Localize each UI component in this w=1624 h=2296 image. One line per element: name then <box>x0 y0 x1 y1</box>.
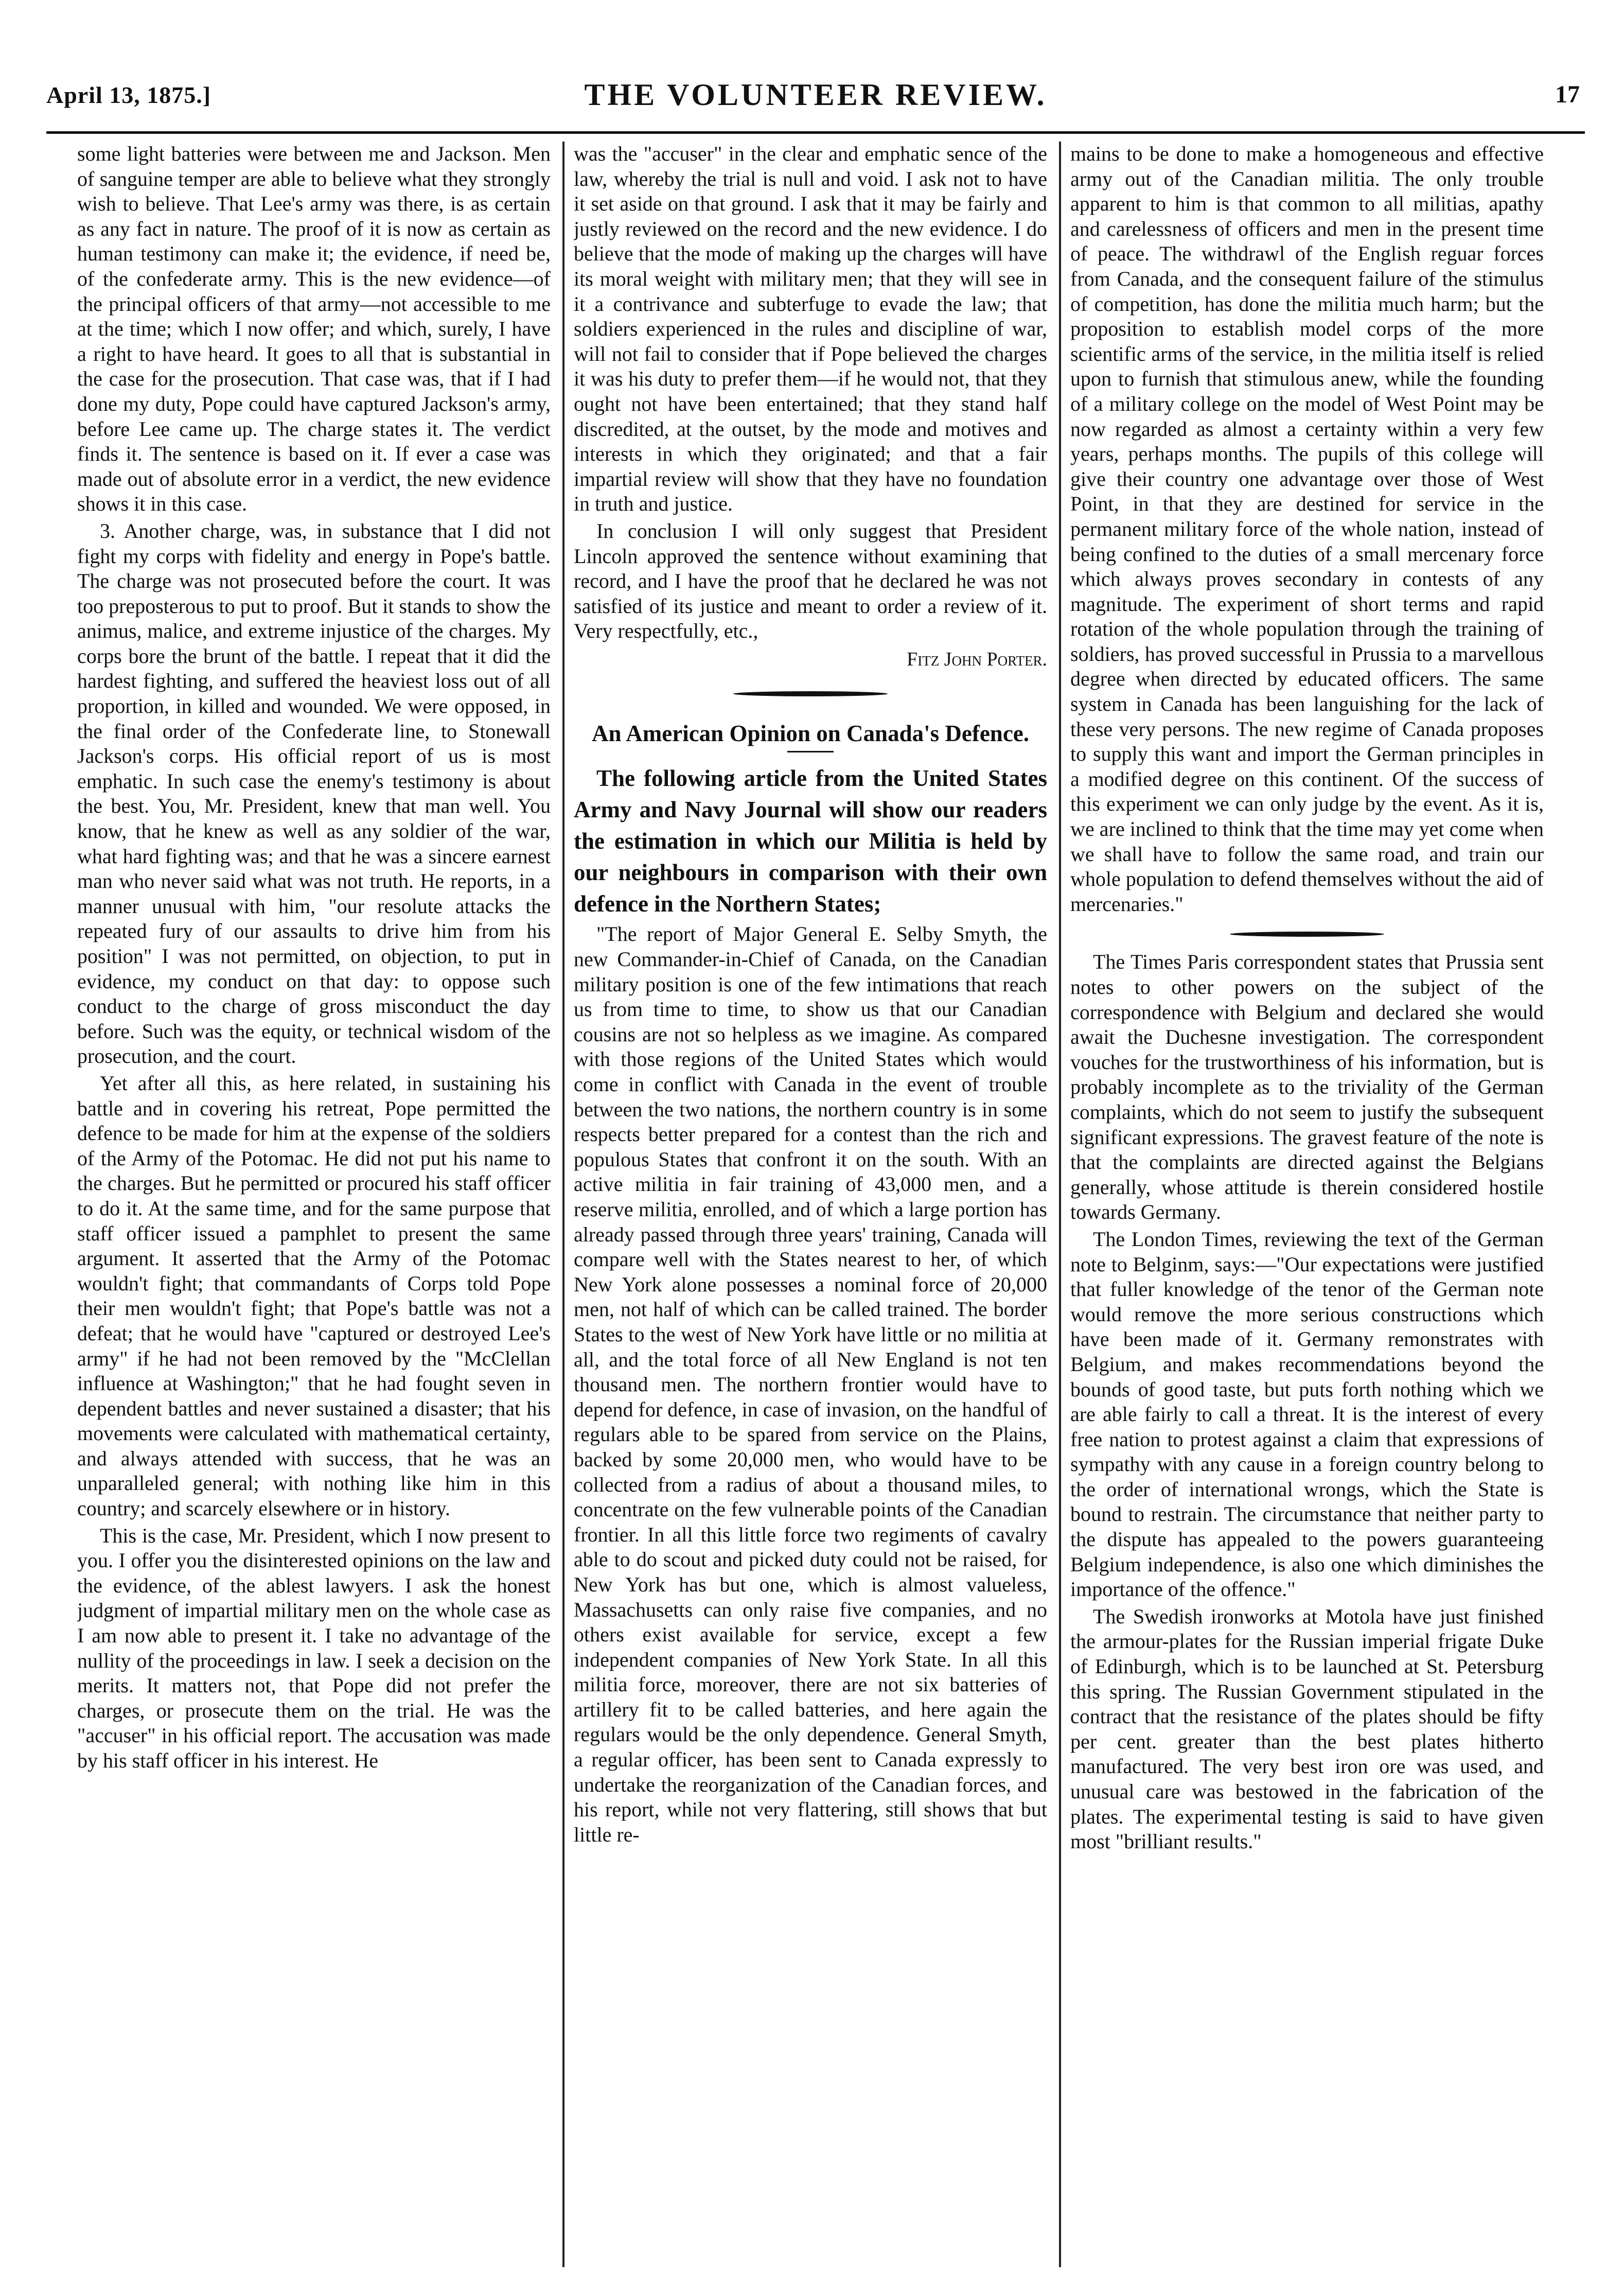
paragraph: This is the case, Mr. President, which I now present to you. I offer you the disinterested opinions on the law and the evidence, of the ablest lawyers. I ask the honest judgment of impartial military men on the whole case as I am now able to present it. I take no advantage of the nullity of the proceedings in law. I seek a decision on the merits. It matters not, that Pope did not prefer the charges, or prosecute them on the trial. He was the "accuser" in his official report. The accusation was made by his staff officer in his interest. He <box>77 1523 551 1772</box>
masthead <box>46 77 1585 124</box>
page-number: 17 <box>1555 81 1580 108</box>
column-3 <box>1070 142 1544 2267</box>
paragraph: The Times Paris correspondent states that Prussia sent notes to other powers on the subject of the correspondence with Belgium and declared she would await the Duchesne investigation. The correspondent vouches for the trustworthiness of his information, but is probably incomplete as to the triviality of the German complaints, which do not seem to justify the subsequent significant expressions. The gravest feature of the note is that the complaints are directed against the Belgians generally, whose attitude is therein considered hostile towards Germany. <box>1070 950 1544 1224</box>
headline-rule <box>787 751 834 752</box>
paragraph: some light batteries were between me and Jackson. Men of sanguine temper are able to believe what they strongly wish to believe. That Lee's army was there, is as certain as any fact in nature. The proof of it is now as certain as human testimony can make it; the evidence, if need be, of the confederate army. This is the new evidence—of the principal officers of that army—not accessible to me at the time; which I now offer; and which, surely, I have a right to have heard. It goes to all that is substantial in the case for the prosecution. That case was, that if I had done my duty, Pope could have captured Jackson's army, before Lee came up. The charge states it. The verdict finds it. The sentence is based on it. If ever a case was made out of absolute error in a verdict, the new evidence shows it in this case. <box>77 142 551 516</box>
signature: Fitz John Porter. <box>907 648 1047 670</box>
paragraph: Yet after all this, as here related, in sustaining his battle and in covering his retreat, Pope permitted the defence to be made for him at the expense of the soldiers of the Army of the Potomac. He did not put his name to the charges. But he permitted or procured his staff officer to do it. At the same time, and for the same purpose that staff officer issued a pamphlet to present the same argument. It asserted that the Army of the Potomac wouldn't fight; that commandants of Corps told Pope their men wouldn't fight; that Pope's battle was not a defeat; that he would have "captured or destroyed Lee's army" if he had not been removed by the "McClellan influence at Washington;" that he had fought seven in dependent battles and never sustained a disaster; that his movements were calculated with mathematical certainty, and always attended with success, that he was an unparalleled general; with nothing like him in this country; and scarcely elsewhere or in history. <box>77 1071 551 1520</box>
section-divider <box>574 674 1047 714</box>
masthead-rule <box>46 131 1585 134</box>
paragraph: The Swedish ironworks at Motola have just finished the armour-plates for the Russian imperial frigate Duke of Edinburgh, which is to be launched at St. Petersburg this spring. The Russian Government stipulated in the contract that the resistance of the plates should be fifty per cent. greater than the best plates hitherto manufactured. The very best iron ore was used, and unusual care was bestowed in the fabrication of the plates. The experimental testing is said to have given most "brilliant results." <box>1070 1604 1544 1853</box>
paragraph: The London Times, reviewing the text of the German note to Belginm, says:—"Our expectations were justified that fuller knowledge of the tenor of the German note would remove the more serious constructions which have been made of it. Germany remonstrates with Belgium, and makes recommendations beyond the bounds of good taste, but puts forth nothing which we are able fairly to call a threat. It is the interest of every free nation to protest against a claim that expressions of sympathy with any cause in a foreign country belong to the order of international wrongs, which the State is bound to restrain. The circumstance that neither party to the dispute has appealed to the powers guaranteeing Belgium independence, is also one which diminishes the importance of the offence." <box>1070 1227 1544 1601</box>
paragraph: was the "accuser" in the clear and emphatic sence of the law, whereby the trial is null and void. I ask not to have it set aside on that ground. I ask that it may be fairly and justly reviewed on the record and the new evidence. I do believe that the mode of making up the charges will have its moral weight with military men; that they will see in it a contrivance and subterfuge to evade the law; that soldiers experienced in the rules and discipline of war, will not fail to consider that if Pope believed the charges it was his duty to prefer them—if he would not, that they ought not have been entertained; that they stand half discredited, at the outset, by the mode and motives and interests in which they originated; and that a fair impartial review will show that they have no foundation in truth and justice. <box>574 142 1047 516</box>
paragraph: "The report of Major General E. Selby Smyth, the new Commander-in-Chief of Canada, on the Canadian military position is one of the few intimations that reach us from time to time, to show us that our Canadian cousins are not so helpless as we imagine. As compared with those regions of the United States which would come in conflict with Canada in the event of trouble between the two nations, the northern country is in some respects better prepared for a contest than the rich and populous States that confront it on the south. With an active militia in fair training of 43,000 men, and a reserve militia, enrolled, and of which a large portion has already passed through three years' training, Canada will compare well with the States nearest to her, of which New York alone possesses a nominal force of 20,000 men, not half of which can be called trained. The border States to the west of New York have little or no militia at all, and the total force of all New England is not ten thousand men. The northern frontier would have to depend for defence, in case of invasion, on the handful of regulars able to be spared from service on the Plains, backed by some 20,000 men, who would have to be collected from a radius of about a thousand miles, to concentrate on the few vulnerable points of the Canadian frontier. In all this little force two regiments of cavalry able to do scout and picked duty could not be raised, for New York has but one, which is almost valueless, Massachusetts can only raise five companies, and no others exist available for service, except a few independent companies of New York State. In all this militia force, moreover, there are not six batteries of artillery fit to be called batteries, and here again the regulars would be the only dependence. General Smyth, a regular officer, has been sent to Canada expressly to undertake the reorganization of the Canadian forces, and his report, while not very flattering, still shows that but little re- <box>574 922 1047 1846</box>
paragraph: mains to be done to make a homogeneous and effective army out of the Canadian militia. The only trouble apparent to him is that common to all militias, apathy and carelessness of officers and men in the present time of peace. The withdrawl of the English reguar forces from Canada, and the consequent failure of the stimulus of competition, has done the militia much harm; but the proposition to establish model corps of the more scientific arms of the service, in the militia itself is relied upon to furnish that stimulous anew, while the founding of a military college on the model of West Point may be now regarded as almost a certainty within a very few years, perhaps months. The pupils of this college will give their country one advantage over those of West Point, in that they are destined for service in the permanent military force of the whole nation, instead of being confined to the duties of a small mercenary force which always proves secondary in contests of any magnitude. The experiment of short terms and rapid rotation of the whole population through the training of soldiers, has proved successful in Prussia to a marvellous degree when directed by educated officers. The same system in Canada has been languishing for the lack of these very persons. The new regime of Canada proposes to supply this want and import the German principles in a modified degree on this continent. Of the success of this experiment we can only judge by the event. As it is, we are inclined to think that the time may yet come when we shall have to follow the same road, and train our whole population to defend themselves without the aid of mercenaries." <box>1070 142 1544 916</box>
article-intro: The following article from the United States Army and Navy Journal will show our readers the estimation in which our Militia is held by our neighbours in comparison with their own defence in the Northern States; <box>574 765 1047 917</box>
paragraph: 3. Another charge, was, in substance that I did not fight my corps with fidelity and energy in Pope's battle. The charge was not prosecuted before the court. It was too preposterous to put to proof. But it stands to show the animus, malice, and extreme injustice of the charges. My corps bore the brunt of the battle. I repeat that it did the hardest fighting, and suffered the heaviest loss out of all proportion, in killed and wounded. We were opposed, in the final order of the Confederate line, to Stonewall Jackson's corps. His official report of us is most emphatic. In such case the enemy's testimony is about the best. You, Mr. President, knew that man well. You know, that he knew as well as any soldier of the war, what hard fighting was; and that he was a sincere earnest man who never said what was not truth. He reports, in a manner unusual with him, "our resolute attacks the repeated fury of our assaults to drive him from his position" I was not permitted, on objection, to put in evidence, my conduct on that day: to oppose such conduct to the charge of gross misconduct the day before. Such was the equity, or technical wisdom of the prosecution, and the court. <box>77 519 551 1068</box>
column-1 <box>77 142 551 2267</box>
article-headline: An American Opinion on Canada's Defence. <box>591 721 1030 747</box>
issue-date: April 13, 1875.] <box>46 82 211 108</box>
section-divider <box>1070 919 1544 950</box>
column-rule-2 <box>1059 142 1061 2267</box>
paragraph: In conclusion I will only suggest that President Lincoln approved the sentence without examining that record, and I have the proof that he declared he was not satisfied of its justice and meant to order a review of it. Very respectfully, etc., <box>574 519 1047 643</box>
publication-title: THE VOLUNTEER REVIEW. <box>584 78 1047 112</box>
column-2 <box>574 142 1047 2267</box>
column-rule-1 <box>562 142 564 2267</box>
